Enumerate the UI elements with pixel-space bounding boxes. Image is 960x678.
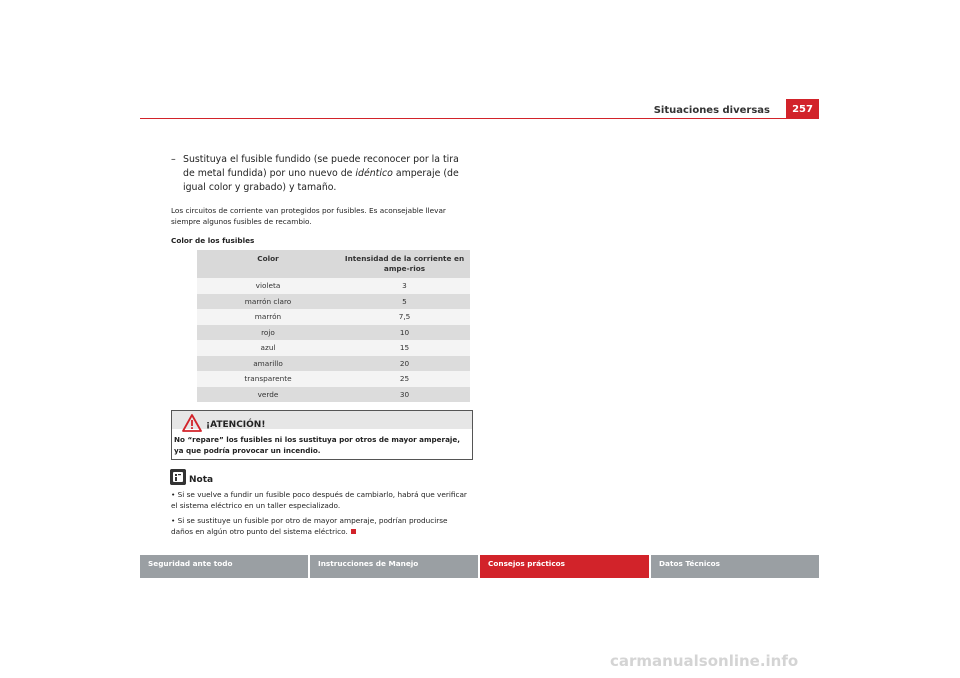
- table-row: [197, 340, 470, 356]
- fuse-color-cell: rojo: [197, 325, 339, 341]
- tab-consejos[interactable]: Consejos prácticos: [480, 555, 649, 578]
- fuse-color-cell: transparente: [197, 371, 339, 387]
- table-row: [197, 371, 470, 387]
- list-item: [171, 489, 471, 511]
- table-row: [197, 278, 470, 294]
- warning-box: [171, 410, 473, 460]
- intro-paragraph: Los circuitos de corriente van protegidos por fusibles. Es aconsejable llevar siempre algunos fusibles de recambio.: [171, 206, 446, 226]
- table-row: [197, 387, 470, 403]
- fuse-amp-cell: 30: [339, 387, 470, 403]
- table-row: [197, 325, 470, 341]
- table-row: [197, 294, 470, 310]
- fuse-amp-cell: 15: [339, 340, 470, 356]
- step-text-italic: idéntico: [355, 168, 393, 179]
- table-row: [197, 356, 470, 372]
- fuse-color-cell: verde: [197, 387, 339, 403]
- fuse-color-cell: violeta: [197, 278, 339, 294]
- step-text-after: amperaje (de igual color y grabado) y tamaño.: [183, 168, 459, 193]
- fuse-color-table: [197, 250, 470, 402]
- warning-text: No “repare” los fusibles ni los sustituya por otros de mayor amperaje, ya que podría provocar un incendio.: [174, 435, 460, 455]
- list-item: [171, 515, 471, 537]
- step-text-before: Sustituya el fusible fundido (se puede reconocer por la tira de metal fundida) por uno nuevo de: [183, 154, 459, 179]
- note-item-text: Si se vuelve a fundir un fusible poco después de cambiarlo, habrá que verificar el sistema eléctrico en un taller especializado.: [171, 490, 467, 510]
- note-icon: [170, 469, 186, 485]
- fuse-color-cell: azul: [197, 340, 339, 356]
- step-text: [171, 153, 471, 195]
- instruction-step: [171, 153, 471, 195]
- note-title: Nota: [189, 475, 214, 485]
- tab-seguridad[interactable]: Seguridad ante todo: [140, 555, 308, 578]
- bullet: •: [171, 516, 176, 525]
- fuse-amp-cell: 10: [339, 325, 470, 341]
- column-header-amperage: Intensidad de la corriente en ampe-rios: [339, 250, 470, 278]
- tab-datos[interactable]: Datos Técnicos: [651, 555, 819, 578]
- fuse-amp-cell: 5: [339, 294, 470, 310]
- fuse-amp-cell: 7,5: [339, 309, 470, 325]
- fuse-color-cell: marrón: [197, 309, 339, 325]
- column-header-color: Color: [197, 250, 339, 278]
- footer-nav: [140, 555, 819, 578]
- table-heading: Color de los fusibles: [171, 236, 255, 245]
- fuse-color-cell: amarillo: [197, 356, 339, 372]
- table-header-row: [197, 250, 470, 278]
- page-number: 257: [786, 99, 819, 118]
- watermark: carmanualsonline.info: [610, 652, 799, 670]
- tab-instrucciones[interactable]: Instrucciones de Manejo: [310, 555, 478, 578]
- note-list: [171, 489, 471, 541]
- fuse-color-cell: marrón claro: [197, 294, 339, 310]
- step-dash: –: [171, 154, 176, 165]
- fuse-amp-cell: 3: [339, 278, 470, 294]
- fuse-amp-cell: 20: [339, 356, 470, 372]
- table-row: [197, 309, 470, 325]
- bullet: •: [171, 490, 176, 499]
- warning-triangle-icon: [182, 414, 202, 432]
- warning-title: ¡ATENCIÓN!: [206, 420, 266, 430]
- fuse-amp-cell: 25: [339, 371, 470, 387]
- end-marker: [351, 529, 356, 534]
- note-item-text: Si se sustituye un fusible por otro de mayor amperaje, podrían producirse daños en algún otro punto del sistema eléctrico.: [171, 516, 448, 536]
- header-divider: [140, 118, 819, 119]
- section-title: Situaciones diversas: [653, 105, 770, 116]
